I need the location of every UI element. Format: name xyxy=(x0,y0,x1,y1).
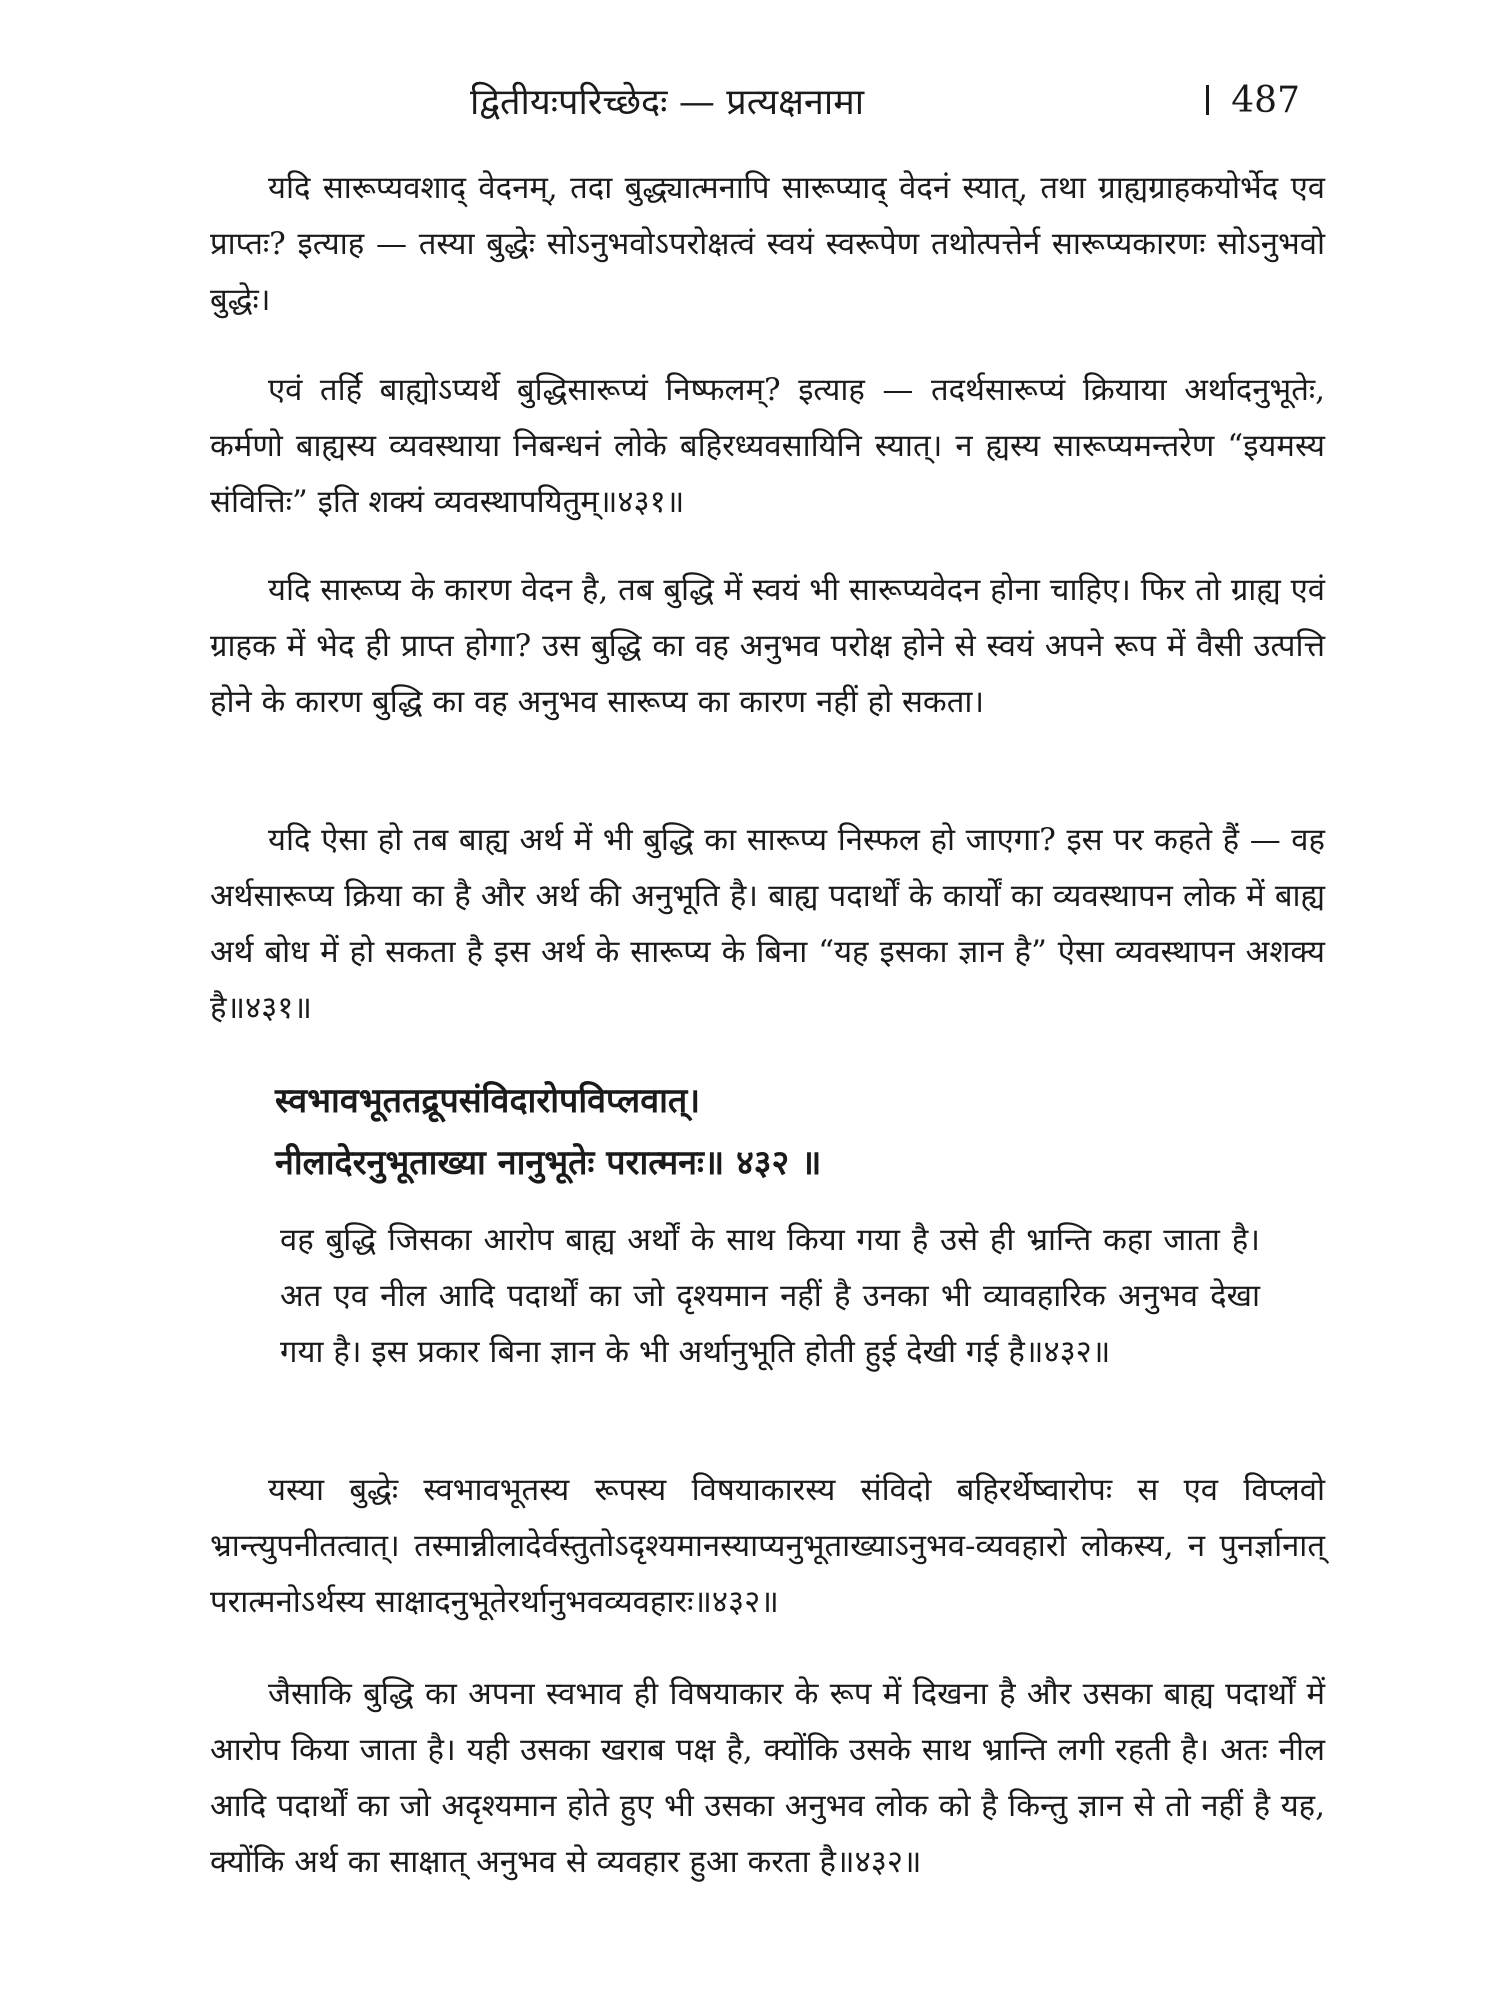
header-rule-bar xyxy=(1206,85,1209,115)
paragraph: जैसाकि बुद्धि का अपना स्वभाव ही विषयाकार के रूप में दिखना है और उसका बाह्य पदार्थों में आरोप किया जाता है। यही उसका खराब पक्ष है, क्योंकि उसके साथ भ्रान्ति लगी रहती है। अतः नील आदि पदार्थों का जो अदृश्यमान होते हुए भी उसका अनुभव लोक को है किन्तु ज्ञान से तो नहीं है यह, क्योंकि अर्थ का साक्षात् अनुभव से व्यवहार हुआ करता है॥४३२॥ xyxy=(210,1676,1325,1880)
paragraph: वह बुद्धि जिसका आरोप बाह्य अर्थों के साथ किया गया है उसे ही भ्रान्ति कहा जाता है। अत एव नील आदि पदार्थों का जो दृश्यमान नहीं है उनका भी व्यावहारिक अनुभव देखा गया है। इस प्रकार बिना ज्ञान के भी अर्थानुभूति होती हुई देखी गई है॥४३२॥ xyxy=(280,1222,1260,1370)
verse-translation-432 xyxy=(280,1212,1260,1380)
hindi-431-b xyxy=(210,812,1325,1054)
page-number-block xyxy=(1206,80,1300,121)
commentary-431-sanskrit-a xyxy=(210,160,1325,346)
commentary-431-sanskrit-b xyxy=(210,362,1325,548)
paragraph: यस्या बुद्धेः स्वभावभूतस्य रूपस्य विषयाकारस्य संविदो बहिरर्थेष्वारोपः स एव विप्लवो भ्रान्त्युपनीतत्वात्। तस्मान्नीलादेर्वस्तुतोऽदृश्यमानस्याप्यनुभूताख्याऽनुभव-व्यवहारो लोकस्य, न पुनर्ज्ञानात् परात्मनोऽर्थस्य साक्षादनुभूतेरर्थानुभवव्यवहारः॥४३२॥ xyxy=(210,1472,1325,1620)
paragraph: यदि सारूप्यवशाद् वेदनम्, तदा बुद्ध्यात्मनापि सारूप्याद् वेदनं स्यात्, तथा ग्राह्यग्राहकयोर्भेद एव प्राप्तः? इत्याह — तस्या बुद्धेः सोऽनुभवोऽपरोक्षत्वं स्वयं स्वरूपेण तथोत्पत्तेर्न सारूप्यकारणः सोऽनुभवो बुद्धेः। xyxy=(210,170,1325,318)
paragraph: यदि ऐसा हो तब बाह्य अर्थ में भी बुद्धि का सारूप्य निस्फल हो जाएगा? इस पर कहते हैं — वह अर्थसारूप्य क्रिया का है और अर्थ की अनुभूति है। बाह्य पदार्थों के कार्यों का व्यवस्थापन लोक में बाह्य अर्थ बोध में हो सकता है इस अर्थ के सारूप्य के बिना “यह इसका ज्ञान है” ऐसा व्यवस्थापन अशक्य है॥४३१॥ xyxy=(210,822,1325,1026)
commentary-432-sanskrit xyxy=(210,1462,1325,1648)
hindi-431-a xyxy=(210,562,1325,748)
verse-line-1: स्वभावभूततद्रूपसंविदारोपविप्लवात्। xyxy=(275,1081,701,1121)
page-number: 487 xyxy=(1231,79,1300,121)
paragraph: एवं तर्हि बाह्योऽप्यर्थे बुद्धिसारूप्यं निष्फलम्? इत्याह — तदर्थसारूप्यं क्रियाया अर्थादनुभूतेः, कर्मणो बाह्यस्य व्यवस्थाया निबन्धनं लोके बहिरध्यवसायिनि स्यात्। न ह्यस्य सारूप्यमन्तरेण “इयमस्य संवित्तिः” इति शक्यं व्यवस्थापयितुम्॥४३१॥ xyxy=(210,372,1325,520)
commentary-432-hindi xyxy=(210,1666,1325,1908)
verse-line-2: नीलादेरनुभूताख्या नानुभूतेः परात्मनः॥ ४३२ ॥ xyxy=(275,1143,822,1183)
page-header xyxy=(200,60,1300,140)
paragraph: यदि सारूप्य के कारण वेदन है, तब बुद्धि में स्वयं भी सारूप्यवेदन होना चाहिए। फिर तो ग्राह्य एवं ग्राहक में भेद ही प्राप्त होगा? उस बुद्धि का वह अनुभव परोक्ष होने से स्वयं अपने रूप में वैसी उत्पत्ति होने के कारण बुद्धि का वह अनुभव सारूप्य का कारण नहीं हो सकता। xyxy=(210,572,1325,720)
running-head: द्वितीयःपरिच्छेदः — प्रत्यक्षनामा xyxy=(470,81,865,123)
verse-432 xyxy=(275,1070,1325,1194)
